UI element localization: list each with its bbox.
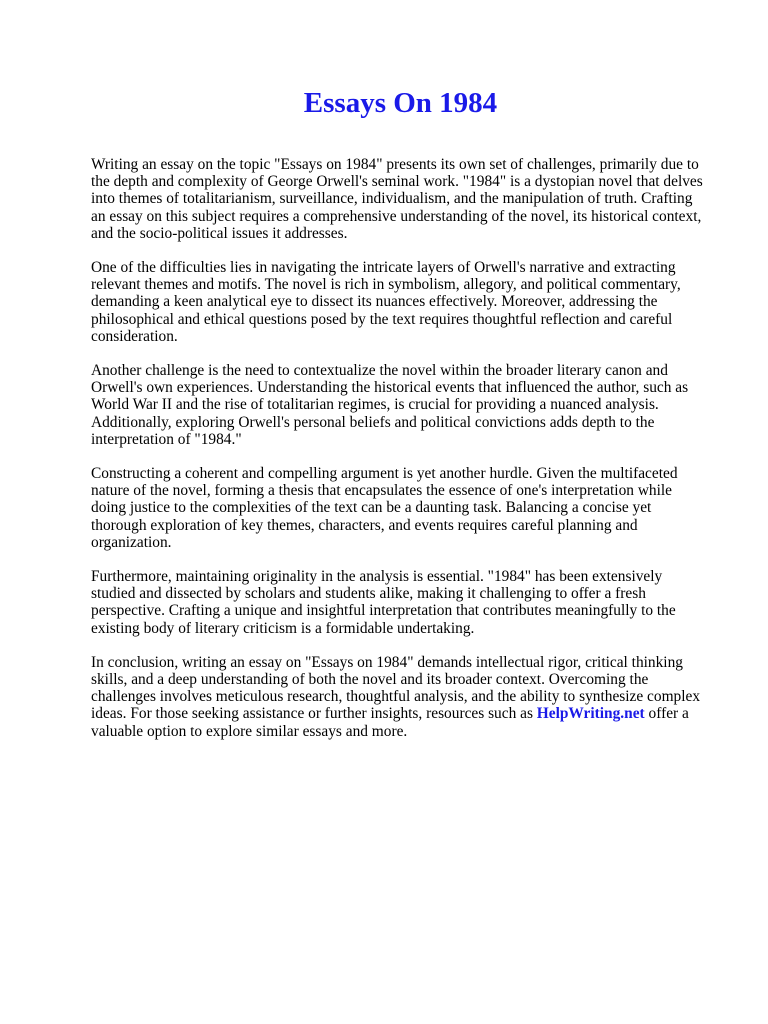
paragraph-context: Another challenge is the need to contextualize the novel within the broader literary canon and Orwell's own experiences. Understanding the historical events that influenced the author, such as World War II and the rise of totalitarian regimes, is crucial for providing a nuanced analysis. Additionally, exploring Orwell's personal beliefs and political convictions adds depth to the interpretation of "1984." — [91, 362, 689, 448]
conclusion-text-before: In conclusion, writing an essay on "Essays on 1984" demands intellectual rigor, critical thinking skills, and a deep understanding of both the novel and its broader context. Overcoming the challenges involves meticulous research, thoughtful analysis, and the ability to synthesize complex ideas. For those seeking assistance or further insights, resources such as — [91, 653, 701, 723]
paragraph-difficulties: One of the difficulties lies in navigating the intricate layers of Orwell's narrative and extracting relevant themes and motifs. The novel is rich in symbolism, allegory, and political commentary, demanding a keen analytical eye to dissect its nuances effectively. Moreover, addressing the philosophical and ethical questions posed by the text requires thoughtful reflection and careful consideration. — [91, 259, 681, 345]
paragraph-intro: Writing an essay on the topic "Essays on 1984" presents its own set of challenges, primarily due to the depth and complexity of George Orwell's seminal work. "1984" is a dystopian novel that delves into themes of totalitarianism, surveillance, individualism, and the manipulation of truth. Crafting an essay on this subject requires a comprehensive understanding of the novel, its historical context, and the socio-political issues it addresses. — [91, 156, 703, 242]
paragraph-originality: Furthermore, maintaining originality in the analysis is essential. "1984" has been extensively studied and dissected by scholars and students alike, making it challenging to offer a fresh perspective. Crafting a unique and insightful interpretation that contributes meaningfully to the existing body of literary criticism is a formidable undertaking. — [91, 568, 676, 637]
helpwriting-link[interactable]: HelpWriting.net — [536, 705, 645, 723]
conclusion-text-after: offer a valuable option to explore similar essays and more. — [91, 705, 689, 740]
paragraph-conclusion — [91, 654, 710, 740]
page-title: Essays On 1984 — [303, 87, 498, 119]
paragraph-argument: Constructing a coherent and compelling argument is yet another hurdle. Given the multifaceted nature of the novel, forming a thesis that encapsulates the essence of one's interpretation while doing justice to the complexities of the text can be a daunting task. Balancing a concise yet thorough exploration of key themes, characters, and events requires careful planning and organization. — [91, 465, 678, 551]
